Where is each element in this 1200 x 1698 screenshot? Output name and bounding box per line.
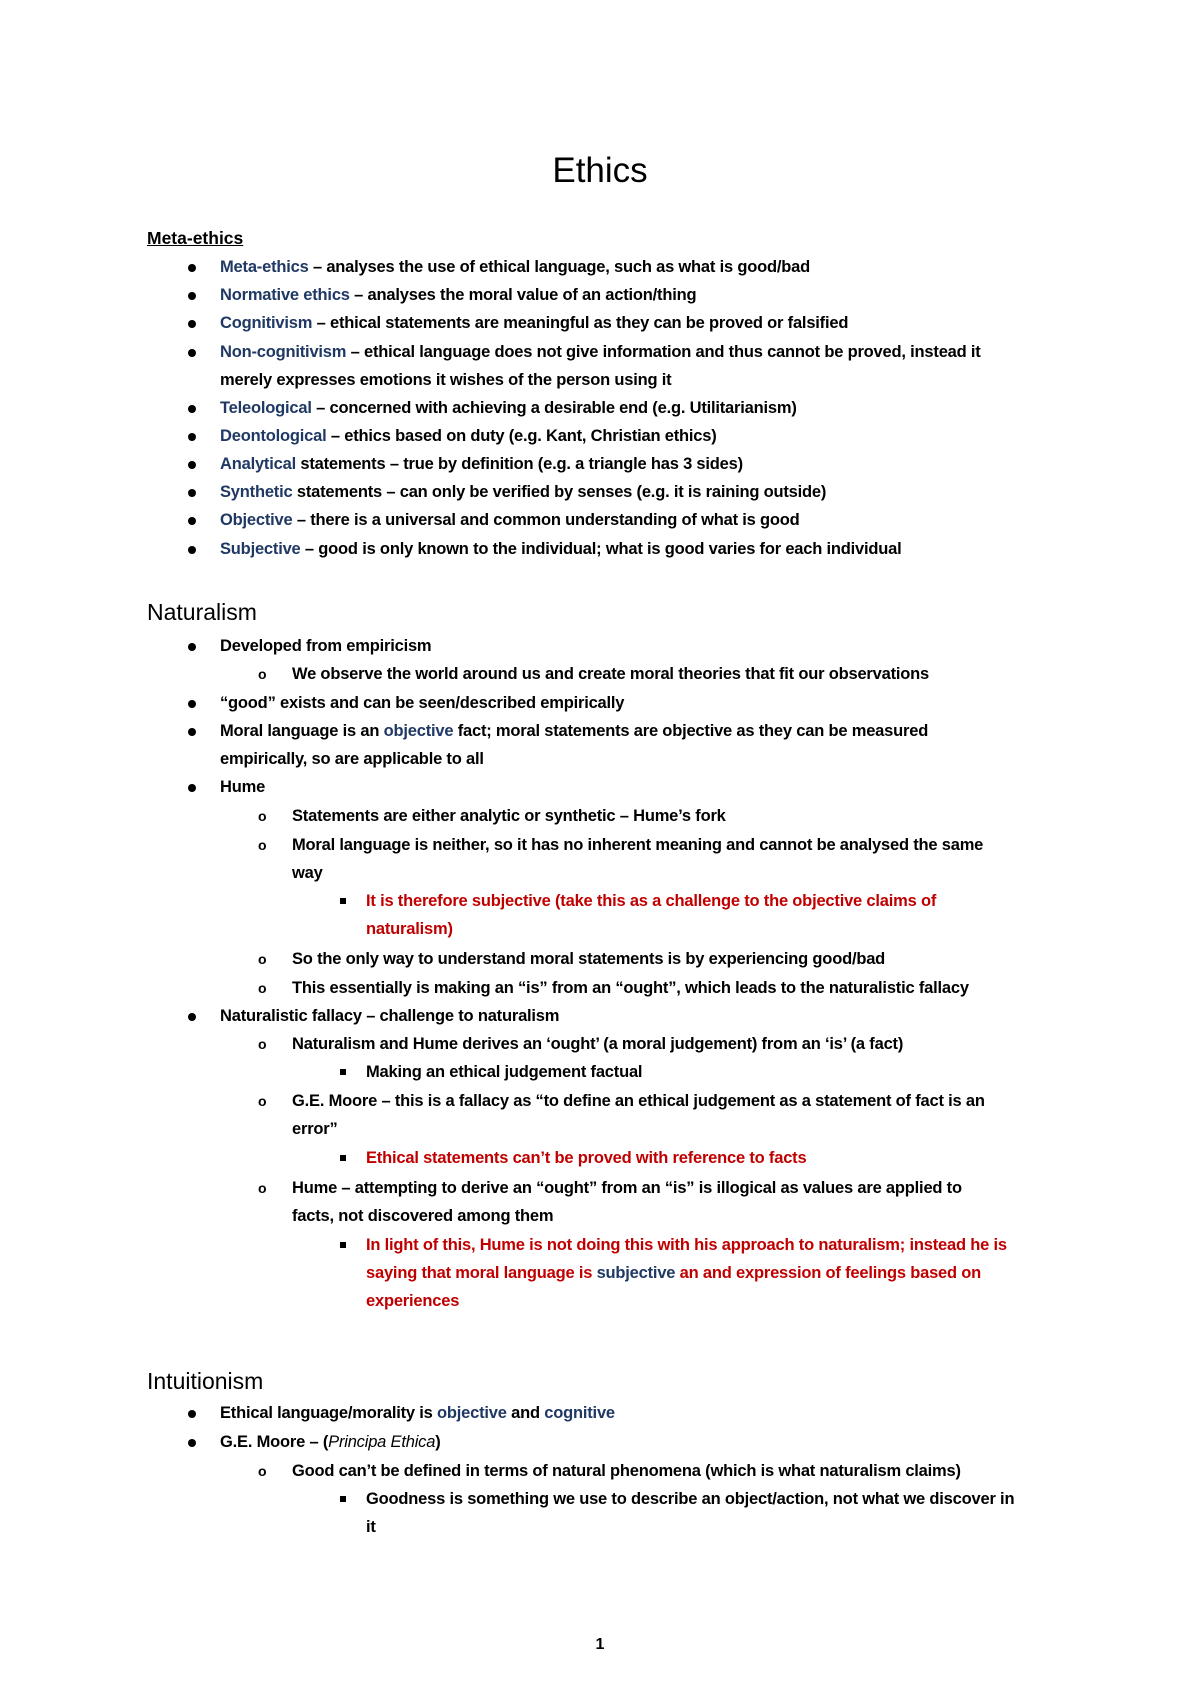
list-item: “good” exists and can be seen/described empirically: [220, 694, 625, 712]
list-item: Good can’t be defined in terms of natural phenomena (which is what naturalism claims): [292, 1462, 961, 1480]
list-item: Subjective – good is only known to the individual; what is good varies for each individual: [220, 540, 902, 558]
intuitionism-heading: Intuitionism: [147, 1368, 264, 1394]
list-item-continuation: empirically, so are applicable to all: [220, 750, 484, 768]
bullet-icon: [188, 1013, 196, 1021]
circle-bullet-icon: o: [258, 1180, 267, 1196]
list-item: Teleological – concerned with achieving a desirable end (e.g. Utilitarianism): [220, 399, 797, 417]
bullet-icon: [188, 643, 196, 651]
bullet-icon: [188, 1410, 196, 1418]
bullet-icon: [188, 700, 196, 708]
bullet-icon: [188, 433, 196, 441]
list-item-continuation: way: [292, 864, 323, 882]
square-bullet-icon: [340, 898, 346, 904]
circle-bullet-icon: o: [258, 666, 267, 682]
list-item: Moral language is neither, so it has no inherent meaning and cannot be analysed the same: [292, 836, 984, 854]
square-bullet-icon: [340, 1242, 346, 1248]
list-item-continuation: merely expresses emotions it wishes of the person using it: [220, 371, 672, 389]
circle-bullet-icon: o: [258, 1463, 267, 1479]
list-item: Ethical language/morality is objective and cognitive: [220, 1404, 615, 1422]
square-bullet-icon: [340, 1496, 346, 1502]
page-title: Ethics: [552, 151, 648, 190]
bullet-icon: [188, 349, 196, 357]
list-item: We observe the world around us and create moral theories that fit our observations: [292, 665, 930, 683]
list-item-continuation: experiences: [366, 1292, 460, 1310]
list-item: G.E. Moore – this is a fallacy as “to define an ethical judgement as a statement of fact is an: [292, 1092, 985, 1110]
list-item: Statements are either analytic or synthetic – Hume’s fork: [292, 807, 726, 825]
list-item: Synthetic statements – can only be verified by senses (e.g. it is raining outside): [220, 483, 827, 501]
list-item: Goodness is something we use to describe an object/action, not what we discover in: [366, 1490, 1015, 1508]
page-number: 1: [595, 1636, 605, 1653]
list-item: Deontological – ethics based on duty (e.g. Kant, Christian ethics): [220, 427, 717, 445]
naturalism-heading: Naturalism: [147, 599, 257, 625]
bullet-icon: [188, 264, 196, 272]
list-item: Analytical statements – true by definition (e.g. a triangle has 3 sides): [220, 455, 743, 473]
bullet-icon: [188, 405, 196, 413]
list-item: In light of this, Hume is not doing this with his approach to naturalism; instead he is: [366, 1236, 1007, 1254]
bullet-icon: [188, 292, 196, 300]
list-item-continuation: it: [366, 1518, 376, 1536]
list-item: Naturalism and Hume derives an ‘ought’ (a moral judgement) from an ‘is’ (a fact): [292, 1035, 904, 1053]
square-bullet-icon: [340, 1069, 346, 1075]
meta-ethics-heading: Meta-ethics: [147, 228, 244, 248]
circle-bullet-icon: o: [258, 808, 267, 824]
list-item: It is therefore subjective (take this as a challenge to the objective claims of: [366, 892, 937, 910]
circle-bullet-icon: o: [258, 1036, 267, 1052]
bullet-icon: [188, 517, 196, 525]
list-item: Non-cognitivism – ethical language does not give information and thus cannot be proved, instead it: [220, 343, 981, 361]
list-item: Hume: [220, 778, 266, 796]
bullet-icon: [188, 728, 196, 736]
list-item: G.E. Moore – (Principa Ethica): [220, 1433, 441, 1451]
list-item-continuation: facts, not discovered among them: [292, 1207, 554, 1225]
square-bullet-icon: [340, 1155, 346, 1161]
list-item-continuation: saying that moral language is subjective an and expression of feelings based on: [366, 1264, 982, 1282]
list-item: This essentially is making an “is” from an “ought”, which leads to the naturalistic fallacy: [292, 979, 969, 997]
circle-bullet-icon: o: [258, 837, 267, 853]
circle-bullet-icon: o: [258, 980, 267, 996]
list-item: Objective – there is a universal and common understanding of what is good: [220, 511, 800, 529]
list-item-continuation: naturalism): [366, 920, 453, 938]
list-item-continuation: error”: [292, 1120, 338, 1138]
bullet-icon: [188, 784, 196, 792]
bullet-icon: [188, 320, 196, 328]
circle-bullet-icon: o: [258, 951, 267, 967]
list-item: Moral language is an objective fact; moral statements are objective as they can be measured: [220, 722, 929, 740]
bullet-icon: [188, 546, 196, 554]
list-item: Cognitivism – ethical statements are meaningful as they can be proved or falsified: [220, 314, 849, 332]
list-item: Normative ethics – analyses the moral value of an action/thing: [220, 286, 697, 304]
bullet-icon: [188, 461, 196, 469]
bullet-icon: [188, 489, 196, 497]
list-item: Developed from empiricism: [220, 637, 432, 655]
circle-bullet-icon: o: [258, 1093, 267, 1109]
list-item: Meta-ethics – analyses the use of ethical language, such as what is good/bad: [220, 258, 810, 276]
list-item: Hume – attempting to derive an “ought” from an “is” is illogical as values are applied to: [292, 1179, 962, 1197]
list-item: Ethical statements can’t be proved with reference to facts: [366, 1149, 807, 1167]
list-item: Making an ethical judgement factual: [366, 1063, 643, 1081]
list-item: So the only way to understand moral statements is by experiencing good/bad: [292, 950, 886, 968]
list-item: Naturalistic fallacy – challenge to naturalism: [220, 1007, 560, 1025]
bullet-icon: [188, 1439, 196, 1447]
